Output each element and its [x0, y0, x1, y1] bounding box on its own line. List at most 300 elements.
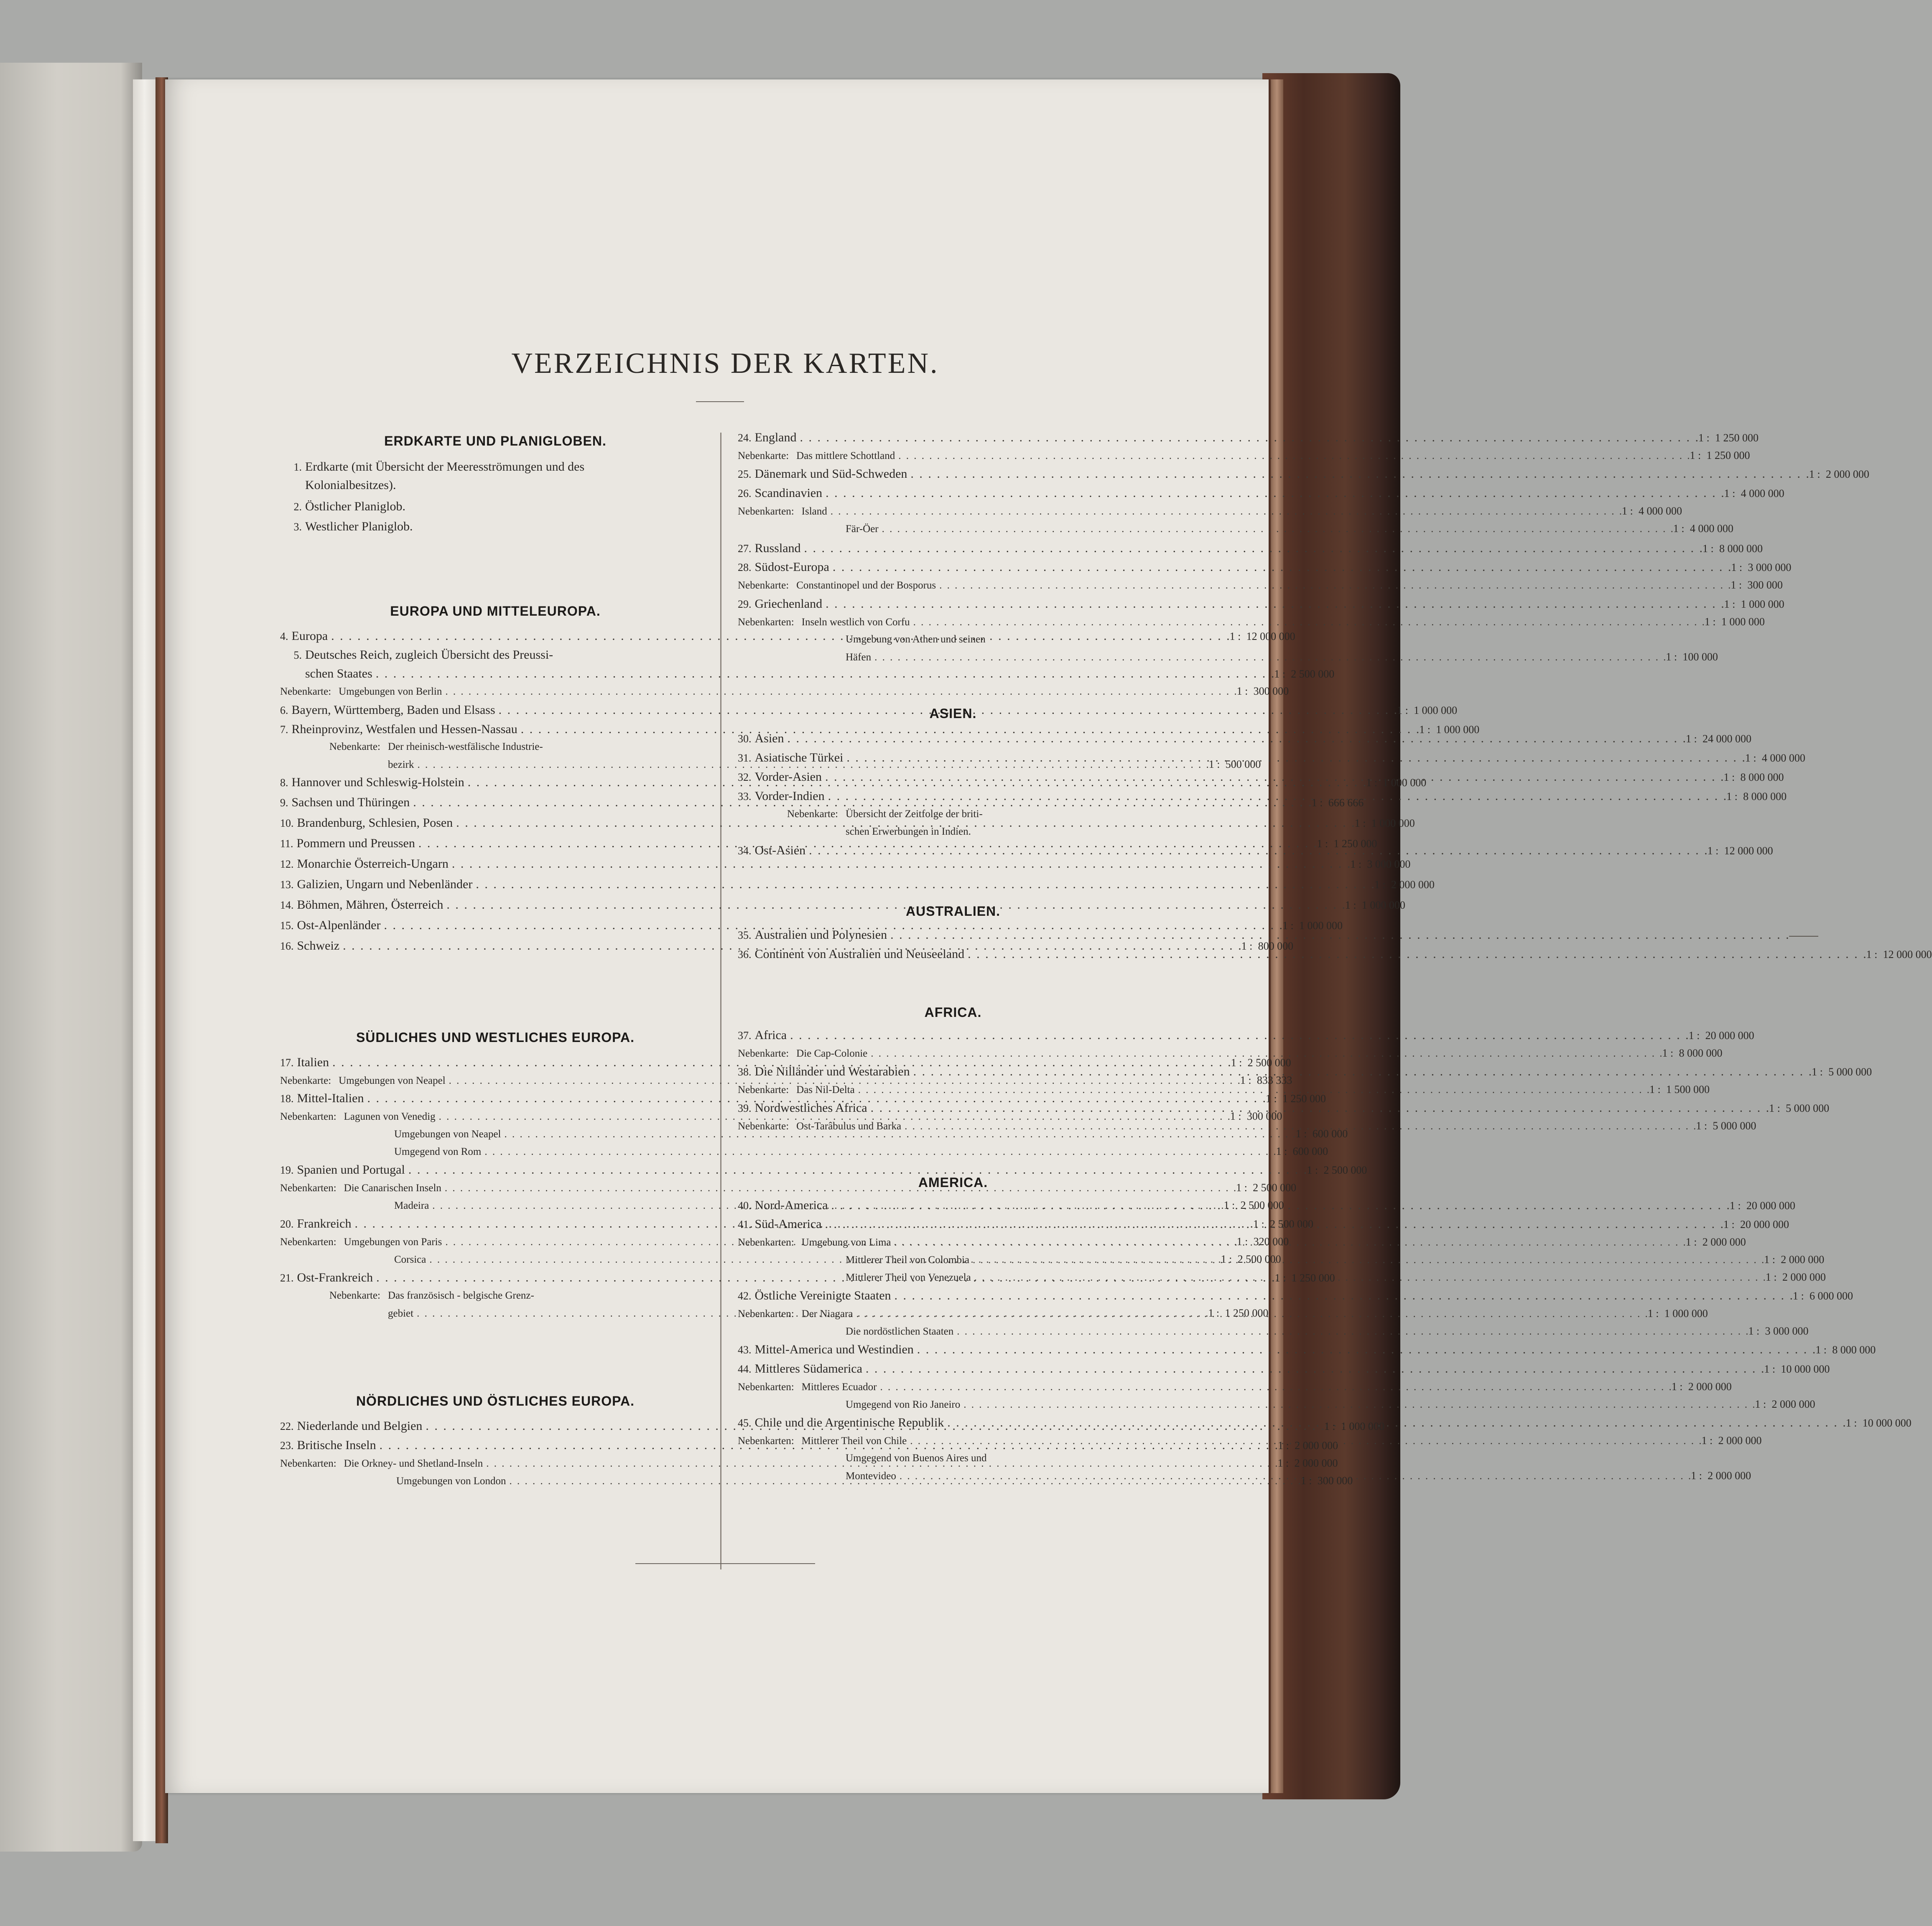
book-page: [165, 79, 1932, 1793]
entry-number: 18.: [280, 1093, 294, 1105]
entry-scale: 1 : 10 000 000: [1764, 1363, 1830, 1375]
entry-scale: 1 : 8 000 000: [1662, 1047, 1723, 1059]
entry-number: 11.: [280, 838, 293, 850]
entry-label: Mittel-Italien: [297, 1091, 364, 1105]
sub-entry-prefix: Nebenkarten:: [738, 1308, 794, 1320]
title-rule: [696, 401, 744, 402]
sub-entry-label: Umgebungen von London: [396, 1475, 506, 1487]
sub-entry-prefix: Nebenkarten:: [738, 506, 794, 517]
leader-dots: [787, 1026, 1689, 1045]
entry-scale: 1 : 1 250 000: [1698, 432, 1759, 444]
leader-dots: [910, 1062, 1812, 1081]
leader-dots: [936, 576, 1731, 595]
leader-dots: [822, 768, 1724, 786]
sub-entry: [846, 1322, 1809, 1341]
entry-label: Ost-Asien: [754, 843, 806, 857]
entry-label: Deutsches Reich, zugleich Übersicht des Preussi-: [305, 648, 553, 662]
list-item: [738, 1026, 1754, 1045]
sub-entry-label: Inseln westlich von Corfu: [801, 617, 910, 628]
entry-scale: 1 : 2 000 000: [1755, 1398, 1815, 1410]
entry-label: Monarchie Österreich-Ungarn: [297, 857, 449, 871]
entry-label: Asiatische Türkei: [754, 751, 844, 764]
list-item: [738, 558, 1792, 577]
entry-scale: 1 : 2 500 000: [1307, 1164, 1367, 1176]
entry-number: 20.: [280, 1218, 294, 1230]
leader-dots: [853, 1305, 1648, 1323]
entry-scale: 1 : 12 000 000: [1229, 630, 1295, 642]
sub-entry-prefix: Nebenkarte:: [329, 741, 380, 752]
list-item: [738, 1414, 1912, 1432]
entry-scale: 1 : 1 000 000: [1324, 1420, 1384, 1432]
list-item: [280, 646, 711, 665]
entry-scale: 1 : 1 000 000: [1397, 704, 1458, 716]
sub-entry: [394, 1142, 1328, 1161]
entry-scale: 1 : 20 000 000: [1729, 1200, 1795, 1212]
entry-scale: 1 : 8 000 000: [1703, 543, 1763, 555]
entry-number: 28.: [738, 561, 752, 573]
entry-number: 30.: [738, 733, 752, 745]
entry-label: Dänemark und Süd-Schweden: [754, 467, 907, 481]
entry-scale: 1 : 1 250 000: [1690, 449, 1750, 461]
sub-entry-label: Die nordöstlichen Staaten: [846, 1326, 954, 1337]
sub-entry-prefix: Nebenkarten:: [280, 1111, 336, 1122]
sub-entry-label: Island: [801, 506, 827, 517]
entry-scale: 1 : 2 000 000: [1701, 1434, 1762, 1447]
entry-scale: 1 : 2 500 000: [1231, 1057, 1291, 1069]
entry-number: 3.: [293, 521, 302, 533]
entry-scale: 1 : 1 000 000: [1366, 777, 1427, 789]
sub-entry-label: Die Orkney- und Shetland-Inseln: [344, 1458, 483, 1469]
entry-scale: 1 : 2 500 000: [1223, 1199, 1284, 1211]
entry-number: 23.: [280, 1439, 294, 1452]
sub-entry-label: Das Nil-Delta: [796, 1084, 855, 1095]
entry-scale: 1 : 1 250 000: [1317, 838, 1377, 850]
leader-dots: [855, 1081, 1649, 1099]
list-item: [738, 484, 1784, 503]
entry-number: 44.: [738, 1363, 752, 1375]
entry-label: England: [754, 431, 797, 444]
left-page: [0, 63, 142, 1852]
entry-scale: 1 : 8 000 000: [1723, 771, 1784, 783]
leader-dots: [901, 1117, 1696, 1136]
entry-scale: 1 : 2 000 000: [1671, 1381, 1732, 1393]
sub-entry-label: Umgebung von Lima: [801, 1237, 891, 1248]
sub-entry: [738, 1432, 1762, 1450]
entry-scale: 1 : 20 000 000: [1688, 1029, 1754, 1042]
leader-dots: [953, 1322, 1748, 1341]
entry-label: Ost-Alpenländer: [297, 918, 381, 932]
leader-dots: [879, 520, 1673, 538]
leader-dots: [877, 1378, 1671, 1396]
entry-label: Östlicher Planiglob.: [305, 499, 405, 513]
entry-label: Griechenland: [754, 597, 823, 611]
entry-number: 16.: [280, 940, 294, 952]
entry-number: 17.: [280, 1057, 294, 1069]
leader-dots: [907, 465, 1809, 483]
entry-label: Australien und Polynesien: [754, 928, 887, 942]
leader-dots: [969, 1251, 1764, 1269]
entry-scale: 1 : 5 000 000: [1769, 1102, 1830, 1114]
entry-label: Spanien und Portugal: [297, 1163, 405, 1177]
sub-entry-label: Umgebungen von Neapel: [394, 1129, 501, 1140]
list-item: [738, 539, 1763, 558]
leader-dots: [964, 945, 1866, 963]
leader-dots: [960, 1396, 1755, 1414]
entry-scale: 1 : 4 000 000: [1724, 487, 1784, 499]
entry-scale: 1 : 24 000 000: [1686, 733, 1751, 745]
list-item: [280, 458, 711, 476]
entry-label: Mittleres Südamerica: [754, 1362, 862, 1376]
leader-dots: [822, 595, 1724, 613]
entry-number: 32.: [738, 771, 752, 783]
leader-dots: [442, 683, 1236, 701]
entry-label: Ost-Frankreich: [297, 1271, 373, 1284]
sub-entry-label: gebiet: [388, 1308, 414, 1319]
section-heading: EUROPA UND MITTELEUROPA.: [390, 604, 601, 619]
sub-entry-prefix: Nebenkarte:: [738, 1121, 789, 1132]
sub-entry-label: Der rheinisch-westfälische Industrie-: [388, 741, 543, 752]
sub-entry-label: Umgebung von Athen und seinen: [846, 634, 986, 645]
entry-number: 24.: [738, 432, 752, 444]
entry-number: 19.: [280, 1164, 294, 1176]
bottom-rule: [635, 1563, 815, 1564]
entry-label: Vorder-Indien: [754, 789, 825, 803]
sub-entry: [738, 502, 1682, 521]
entry-number: 8.: [280, 777, 288, 789]
entry-number: 35.: [738, 929, 752, 941]
sub-entry: [738, 805, 1168, 823]
entry-label: Chile und die Argentinische Republik: [754, 1416, 944, 1429]
leader-dots: [805, 841, 1708, 860]
entry-scale: 1 : 1 500 000: [1649, 1083, 1710, 1095]
list-item: [280, 855, 1411, 874]
sub-entry-continued: [846, 823, 1168, 841]
entry-label: Rheinprovinz, Westfalen und Hessen-Nassau: [291, 722, 517, 736]
entry-label: Böhmen, Mähren, Österreich: [297, 898, 443, 912]
entry-scale: 1 : 1 000 000: [1354, 817, 1415, 829]
entry-label: Hannover und Schleswig-Holstein: [291, 775, 464, 789]
entry-scale: 1 : 4 000 000: [1673, 522, 1733, 535]
entry-label: schen Staates: [305, 667, 372, 680]
entry-scale: 1 : 1 250 000: [1274, 1272, 1335, 1284]
leader-dots: [867, 1045, 1662, 1063]
list-item: [738, 926, 1168, 945]
sub-entry-prefix: Nebenkarte:: [329, 1290, 380, 1301]
section-heading: AMERICA.: [918, 1175, 988, 1190]
entry-number: 31.: [738, 752, 752, 764]
entry-label: Sachsen und Thüringen: [291, 795, 410, 809]
entry-number: 29.: [738, 598, 752, 610]
entry-scale: 1 : 2 500 000: [1253, 1218, 1313, 1230]
sub-entry-label: bezirk: [388, 759, 414, 770]
sub-entry-label: Madeira: [394, 1200, 429, 1211]
sub-entry-prefix: Nebenkarte:: [738, 580, 789, 591]
entry-scale: 1 : 10 000 000: [1845, 1417, 1912, 1429]
entry-scale: 1 : 300 000: [1230, 1110, 1282, 1122]
leader-dots: [914, 1340, 1816, 1359]
entry-label: Continent von Australien und Neuseeland: [754, 947, 965, 961]
sub-entry: [738, 1378, 1732, 1396]
sub-entry-label: Mittlerer Theil von Chile: [801, 1435, 907, 1447]
list-item: [738, 465, 1869, 484]
entry-scale: 1 : 600 000: [1276, 1145, 1328, 1157]
leader-dots: [862, 1360, 1764, 1378]
entry-label: Östliche Vereinigte Staaten: [754, 1289, 891, 1302]
leader-dots: [887, 926, 1789, 944]
list-item: [738, 1340, 1876, 1359]
leader-dots: [910, 613, 1705, 632]
entry-label: Britische Inseln: [297, 1438, 376, 1452]
leader-dots: [828, 1196, 1730, 1215]
list-item: [738, 428, 1759, 447]
sub-entry-label: Umgebungen von Paris: [344, 1236, 442, 1248]
entry-label: Schweiz: [297, 939, 340, 953]
entry-label: Erdkarte (mit Übersicht der Meeresströmungen und des: [305, 460, 585, 474]
section-heading: ERDKARTE UND PLANIGLOBEN.: [384, 433, 607, 448]
page-title: VERZEICHNIS DER KARTEN.: [511, 347, 939, 380]
sub-entry: [280, 1287, 711, 1305]
entry-scale: 1 : 5 000 000: [1696, 1120, 1756, 1132]
sub-entry-label: schen Erwerbungen in Indien.: [846, 826, 971, 837]
entry-scale: 1 : 500 000: [1208, 758, 1261, 770]
sub-entry-label: Corsica: [394, 1254, 426, 1265]
list-item: [280, 875, 1435, 894]
sub-entry: [846, 1395, 1815, 1414]
entry-scale: 1 : 2 000 000: [1685, 1236, 1746, 1248]
entry-number: 26.: [738, 487, 752, 499]
entry-scale: 1 : 1 000 000: [1282, 920, 1343, 932]
entry-scale: 1 : 2 000 000: [1809, 468, 1869, 480]
entry-scale: 1 : 2 000 000: [1374, 879, 1435, 891]
sub-entry-prefix: Nebenkarte:: [280, 1075, 331, 1086]
sub-entry-label: Das französisch - belgische Grenz-: [388, 1290, 534, 1301]
entry-label: Die Nilländer und Westarabien: [754, 1065, 910, 1078]
entry-scale: 1 : 12 000 000: [1707, 845, 1773, 857]
entry-scale: 1 : 2 000 000: [1764, 1253, 1825, 1266]
sub-entry-label: Mittleres Ecuador: [801, 1381, 877, 1393]
section-heading: AFRICA.: [924, 1005, 982, 1020]
entry-label: Nord-America: [754, 1198, 828, 1212]
entry-scale: 1 : 4 000 000: [1622, 505, 1682, 517]
sub-entry-prefix: Nebenkarten:: [738, 1381, 794, 1393]
entry-scale: 1 : 666 666: [1311, 797, 1364, 809]
leader-dots: [971, 1269, 1766, 1287]
entry-scale: 1 : 1 000 000: [1704, 616, 1765, 628]
entry-label: Galizien, Ungarn und Nebenländer: [297, 877, 473, 891]
leader-dots: [843, 749, 1745, 767]
sub-entry-prefix: Nebenkarten:: [280, 1236, 336, 1248]
sub-entry: [846, 520, 1733, 538]
leader-dots: [891, 1233, 1686, 1252]
entry-scale: 1 : 300 000: [1236, 685, 1289, 697]
sub-entry-label: Constantinopel und der Bosporus: [796, 580, 936, 591]
sub-entry-label: Montevideo: [846, 1470, 896, 1482]
leader-dots: [891, 1287, 1793, 1305]
sub-entry-label: Ost-Tarâbulus und Barka: [796, 1121, 902, 1132]
entry-label: Russland: [754, 541, 801, 555]
entry-scale: 1 : 833 333: [1240, 1074, 1292, 1086]
entry-label: Niederlande und Belgien: [297, 1419, 423, 1433]
section-heading: ASIEN.: [929, 706, 977, 721]
entry-number: 12.: [280, 858, 294, 870]
entry-scale: 1 : 1 000 000: [1724, 598, 1784, 610]
entry-scale: 1 : 2 500 000: [1274, 668, 1335, 680]
sub-entry-label: Mittlerer Theil von Venezuela: [846, 1272, 971, 1283]
entry-scale: 1 : 5 000 000: [1812, 1066, 1872, 1078]
entry-number: 36.: [738, 948, 752, 960]
sub-entry-label: Lagunen von Venedig: [344, 1111, 436, 1122]
entry-number: 13.: [280, 879, 294, 891]
leader-dots: [796, 428, 1698, 447]
entry-number: 9.: [280, 797, 288, 809]
list-item: [738, 1287, 1853, 1305]
entry-label: Mittel-America und Westindien: [754, 1343, 914, 1356]
sub-entry: [738, 613, 1765, 632]
sub-entry-prefix: Nebenkarte:: [280, 686, 331, 697]
entry-scale: 1 : 1 250 000: [1265, 1093, 1326, 1105]
entry-label: Asien: [754, 731, 784, 745]
entry-scale: 1 : 100 000: [1666, 651, 1718, 663]
entry-label: Westlicher Planiglob.: [305, 520, 413, 533]
list-item: [738, 1360, 1830, 1378]
sub-entry-label: Umgebungen von Berlin: [339, 686, 442, 697]
column-divider: [720, 433, 721, 1569]
entry-scale: 1 : 1 000 000: [1647, 1307, 1708, 1320]
entry-number: 5.: [293, 649, 302, 661]
leader-dots: [829, 558, 1731, 576]
entry-number: 38.: [738, 1066, 752, 1078]
entry-scale: 1 : 1 000 000: [1419, 724, 1480, 736]
sub-entry-prefix: Nebenkarte:: [787, 808, 838, 820]
leader-dots: [944, 1414, 1846, 1432]
list-item-continued: [305, 665, 1335, 683]
sub-entry-continued: [846, 648, 1718, 667]
leader-dots: [822, 484, 1724, 502]
sub-entry: [846, 630, 1168, 649]
leader-dots: [895, 447, 1690, 465]
leader-dots: [867, 1099, 1769, 1117]
section-heading: SÜDLICHES UND WESTLICHES EUROPA.: [356, 1030, 635, 1045]
entry-scale: 1 : 1 250 000: [1208, 1307, 1269, 1319]
entry-number: 43.: [738, 1344, 752, 1356]
entry-scale: 1 : 2 000 000: [1765, 1271, 1826, 1283]
entry-label: Africa: [754, 1028, 787, 1042]
entry-number: 42.: [738, 1290, 752, 1302]
sub-entry-label: Fär-Öer: [846, 523, 879, 535]
entry-label: Europa: [291, 629, 328, 643]
leader-dots: [896, 1467, 1691, 1485]
list-item: [280, 1161, 1367, 1180]
leader-dots: [821, 1215, 1723, 1233]
sub-entry-prefix: Nebenkarten:: [280, 1182, 336, 1194]
entry-number: 6.: [280, 704, 288, 716]
entry-number: 45.: [738, 1417, 752, 1429]
entry-number: 22.: [280, 1420, 294, 1432]
sub-entry: [280, 682, 1289, 701]
entry-label: Nordwestliches Africa: [754, 1101, 867, 1115]
entry-label: Brandenburg, Schlesien, Posen: [297, 816, 453, 830]
sub-entry-prefix: Nebenkarte:: [738, 1048, 789, 1059]
entry-number: 7.: [280, 724, 288, 736]
entry-label: Pommern und Preussen: [296, 836, 415, 850]
entry-scale: 1 : 12 000 000: [1866, 948, 1932, 960]
sub-entry-label: Umgebungen von Neapel: [339, 1075, 446, 1086]
entry-number: 40.: [738, 1200, 752, 1212]
entry-number: 2.: [293, 501, 302, 513]
entry-scale: 1 : 320 000: [1236, 1236, 1289, 1248]
sub-entry-label: Umgegend von Buenos Aires und: [846, 1452, 987, 1464]
sub-entry-label: Die Cap-Colonie: [796, 1048, 868, 1059]
sub-entry-label: Häfen: [846, 652, 872, 663]
entry-scale: 1 : 3 000 000: [1748, 1325, 1809, 1337]
entry-number: 25.: [738, 468, 752, 480]
sub-entry: [738, 576, 1783, 595]
leader-dots: [825, 787, 1727, 805]
entry-scale: 1 : 6 000 000: [1793, 1290, 1853, 1302]
entry-scale: 1 : 20 000 000: [1723, 1218, 1789, 1230]
entry-scale: 1 : 2 000 000: [1277, 1457, 1338, 1469]
entry-number: 34.: [738, 845, 752, 857]
leader-dots: [801, 539, 1703, 558]
leader-dots: [481, 1143, 1276, 1161]
sub-entry-prefix: Nebenkarte:: [738, 450, 789, 461]
entry-label: Scandinavien: [754, 486, 823, 500]
entry-label: Bayern, Württemberg, Baden und Elsass: [291, 703, 495, 717]
entry-number: 1.: [293, 461, 302, 473]
entry-label: Süd-America: [754, 1217, 822, 1231]
entry-label: Südost-Europa: [754, 560, 829, 574]
entry-label: Italien: [297, 1055, 329, 1069]
entry-number: 21.: [280, 1272, 294, 1284]
entry-scale: 1 : 300 000: [1731, 579, 1783, 591]
sub-entry-label: Die Canarischen Inseln: [344, 1182, 441, 1194]
leader-dots: [827, 502, 1622, 521]
entry-scale: 1 : 4 000 000: [1745, 752, 1805, 764]
entry-number: 41.: [738, 1218, 752, 1230]
sub-entry: [280, 738, 711, 756]
leader-dots: [372, 665, 1274, 683]
sub-entry-prefix: Nebenkarten:: [738, 1435, 794, 1447]
entry-scale: 1 : 2 000 000: [1691, 1470, 1751, 1482]
entry-scale: 1 : 800 000: [1241, 940, 1294, 952]
entry-scale: 1 : 2 500 000: [1221, 1253, 1281, 1265]
section-heading: AUSTRALIEN.: [905, 904, 1001, 919]
entry-number: 15.: [280, 920, 294, 932]
entry-scale: 1 : 2 500 000: [1236, 1182, 1297, 1194]
entry-scale: 1 : 600 000: [1295, 1128, 1348, 1140]
leader-dots: [784, 729, 1686, 748]
entry-number: 39.: [738, 1102, 752, 1114]
entry-scale: 1 : 2 000 000: [1278, 1439, 1338, 1452]
list-item: [280, 517, 711, 536]
entry-scale: 1 : 3 000 000: [1350, 858, 1411, 870]
entry-scale-dash: [1789, 926, 1831, 945]
entry-number: 14.: [280, 899, 294, 911]
entry-label: Frankreich: [297, 1217, 352, 1230]
section-heading: NÖRDLICHES UND ÖSTLICHES EUROPA.: [356, 1394, 635, 1409]
sub-entry-label: Mittlerer Theil von Colombia: [846, 1254, 970, 1266]
sub-entry-prefix: Nebenkarten:: [738, 1237, 794, 1248]
sub-entry-prefix: Nebenkarte:: [738, 1084, 789, 1095]
sub-entry: [846, 1449, 1168, 1467]
entry-scale: 1 : 1 000 000: [1345, 899, 1405, 911]
sub-entry-label: Umgegend von Rio Janeiro: [846, 1399, 961, 1410]
entry-number: 27.: [738, 543, 752, 555]
sub-entry-label: Das mittlere Schottland: [796, 450, 895, 461]
sub-entry-label: Der Niagara: [801, 1308, 853, 1320]
entry-scale: 1 : 300 000: [1300, 1475, 1353, 1487]
list-item: [280, 497, 711, 516]
